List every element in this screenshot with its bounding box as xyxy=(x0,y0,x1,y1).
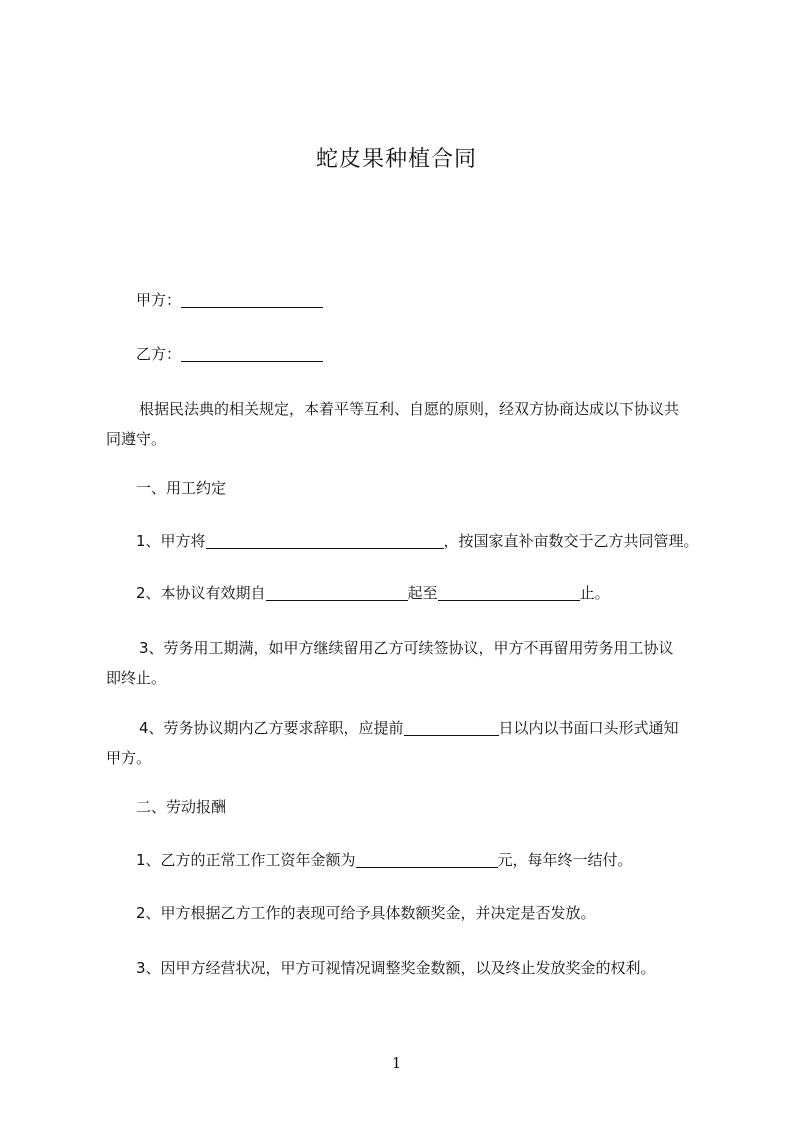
page-number: 1 xyxy=(391,1054,402,1072)
section1-item4-suffix: 日以内以书面口头形式通知甲方。 xyxy=(106,719,679,767)
section1-item1-suffix: ，按国家直补亩数交于乙方共同管理。 xyxy=(443,532,699,550)
section2-item2: 2、甲方根据乙方工作的表现可给予具体数额奖金，并决定是否发放。 xyxy=(136,904,596,922)
section2-item3: 3、因甲方经营状况，甲方可视情况调整奖金数额，以及终止发放奖金的权利。 xyxy=(136,959,656,977)
section2-heading: 二、劳动报酬 xyxy=(136,798,227,816)
section1-item2-end-blank xyxy=(438,583,580,601)
section2-item1-blank xyxy=(356,850,498,868)
section1-item2-middle: 起至 xyxy=(407,584,438,602)
section1-item4-prefix: 4、劳务协议期内乙方要求辞职，应提前 xyxy=(139,719,404,737)
section1-heading: 一、用工约定 xyxy=(136,479,227,497)
party-a-line xyxy=(136,285,323,315)
section1-item4 xyxy=(106,713,686,773)
section1-item2-prefix: 2、本协议有效期自 xyxy=(136,584,266,602)
section1-item2-start-blank xyxy=(266,583,408,601)
document-title: 蛇皮果种植合同 xyxy=(315,147,477,172)
party-a-blank xyxy=(181,290,323,308)
preamble-paragraph: 根据民法典的相关规定，本着平等互利、自愿的原则，经双方协商达成以下协议共同遵守。 xyxy=(106,400,680,448)
section1-item1 xyxy=(136,526,699,556)
section1-item1-prefix: 1、甲方将 xyxy=(136,532,206,550)
party-b-blank xyxy=(181,344,323,362)
section1-item4-blank xyxy=(404,718,499,736)
section2-item1-prefix: 1、乙方的正常工作工资年金额为 xyxy=(136,851,356,869)
party-b-label: 乙方： xyxy=(136,345,182,363)
section1-item2 xyxy=(136,578,610,608)
section2-item1-suffix: 元，每年终一结付。 xyxy=(497,851,633,869)
party-a-label: 甲方： xyxy=(136,291,182,309)
section1-item1-blank xyxy=(206,531,444,549)
party-b-line xyxy=(136,339,323,369)
section1-item3: 3、劳务用工期满，如甲方继续留用乙方可续签协议，甲方不再留用劳务用工协议即终止。 xyxy=(106,639,674,687)
section1-item2-suffix: 止。 xyxy=(579,584,610,602)
section2-item1 xyxy=(136,845,633,875)
